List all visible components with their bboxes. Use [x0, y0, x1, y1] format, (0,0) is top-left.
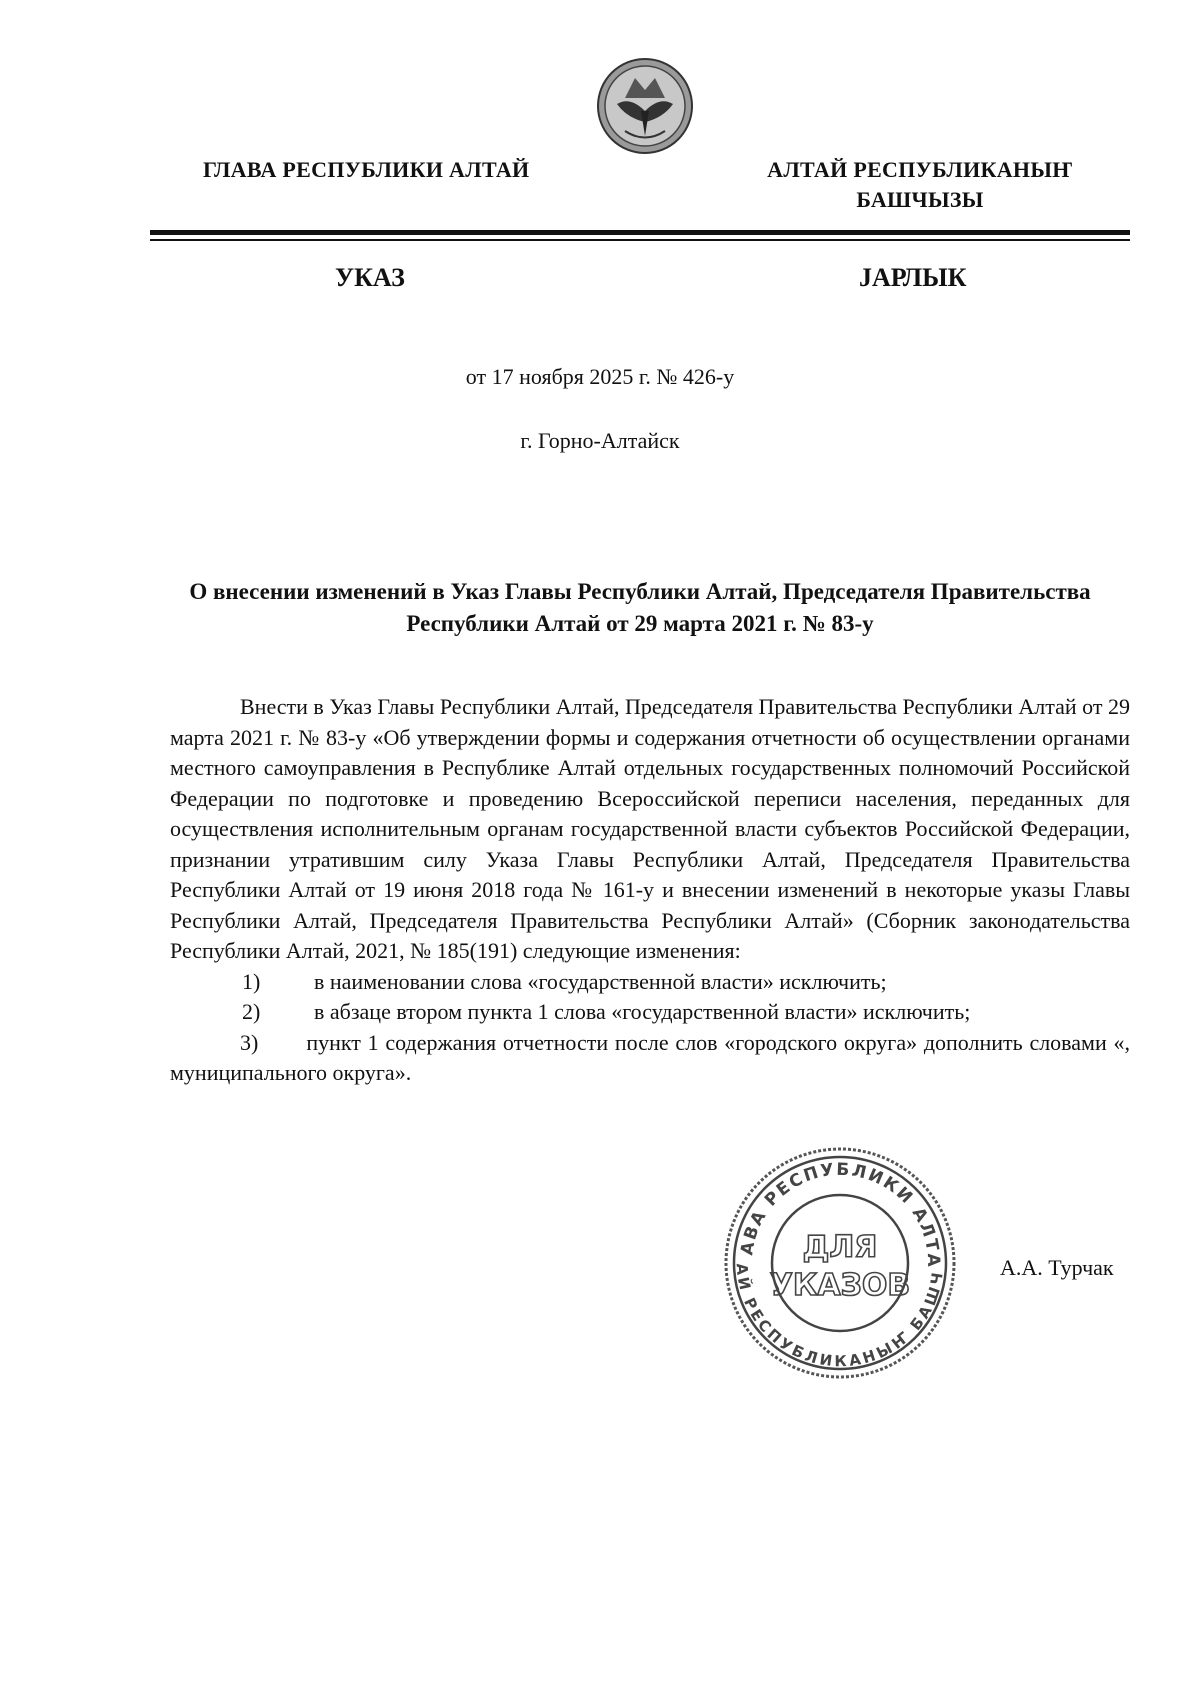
org-name-ru: ГЛАВА РЕСПУБЛИКИ АЛТАЙ — [203, 157, 530, 182]
list-item-number: 1) — [242, 968, 261, 994]
body-intro: Внести в Указ Главы Республики Алтай, Председателя Правительства Республики Алтай от 29 марта 2021 г. № 83-у «Об утверждении формы и содержания отчетности об осуществлении органами местного самоуправления в Республике Алтай отдельных государственных полномочий Российской Федерации по подготовке и проведению Всероссийской переписи населения, переданных для осуществления исполнительным органам государственной власти субъектов Российской Федерации, признании утратившим силу Указа Главы Республики Алтай, Председателя Правительства Республики Алтай от 19 июня 2018 года № 161-у и внесении изменений в некоторые указы Главы Республики Алтай, Председателя Правительства Республики Алтай» (Сборник законодательства Республики Алтай, 2021, № 185(191) следующие изменения: — [170, 694, 1130, 963]
list-item-text: в наименовании слова «государственной власти» исключить; — [314, 968, 887, 994]
doc-title — [150, 576, 1130, 640]
doc-type-alt: ЈАРЛЫК — [859, 263, 967, 292]
list-item-number: 2) — [242, 999, 261, 1024]
stamp-text-bottom: АЙ РЕСПУБЛИКАНЫҤ БАШЧ — [732, 1262, 947, 1371]
date-line: от 17 ноября 2025 г. № 426-у — [465, 364, 735, 389]
org-name-alt-line1: АЛТАЙ РЕСПУБЛИКАНЫҤ — [767, 157, 1073, 182]
signer-name: А.А. Турчак — [1000, 1255, 1114, 1280]
stamp-text-top: АВА РЕСПУБЛИКИ АЛТА — [737, 1159, 944, 1269]
org-name-alt — [760, 155, 1080, 215]
stamp-center-line1: ДЛЯ — [802, 1230, 878, 1265]
official-stamp — [722, 1145, 958, 1381]
city-line: г. Горно-Алтайск — [520, 428, 680, 453]
emblem-icon — [595, 56, 695, 156]
header-divider-thin — [150, 239, 1130, 241]
list-item — [170, 1028, 1130, 1089]
doc-body — [170, 692, 1130, 1089]
doc-type-ru: УКАЗ — [335, 263, 405, 292]
org-name-alt-line2: БАШЧЫЗЫ — [856, 187, 984, 212]
list-item — [170, 997, 1130, 1028]
doc-title-line1: О внесении изменений в Указ Главы Республики Алтай, Председателя Правительства — [189, 579, 1091, 604]
list-item-text: в абзаце втором пункта 1 слова «государственной власти» исключить; — [314, 999, 971, 1024]
header-divider-thick — [150, 230, 1130, 235]
list-item-text: пункт 1 содержания отчетности после слов «городского округа» дополнить словами «, муниципального округа». — [170, 1029, 1130, 1085]
doc-title-line2: Республики Алтай от 29 марта 2021 г. № 83-у — [406, 611, 874, 636]
stamp-center-line2: УКАЗОВ — [769, 1268, 911, 1303]
list-item-number: 3) — [240, 1029, 259, 1055]
list-item — [170, 967, 1130, 998]
